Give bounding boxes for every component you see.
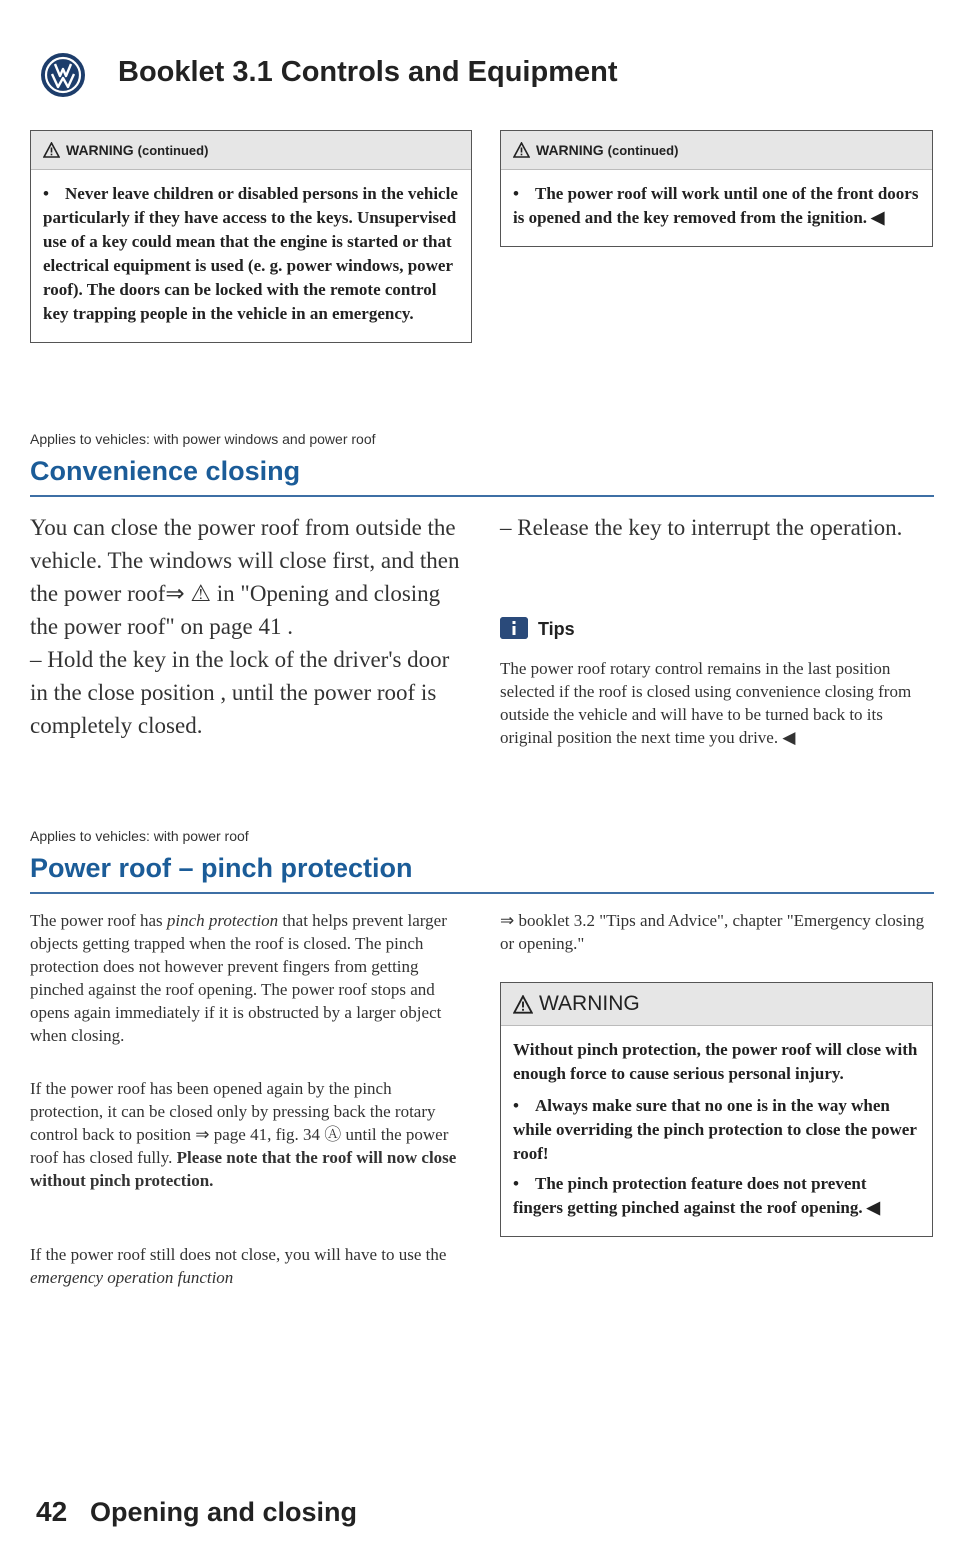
tips-label: Tips bbox=[538, 619, 575, 639]
warning-header bbox=[501, 131, 932, 170]
warning-triangle-icon bbox=[43, 142, 60, 158]
warning-header bbox=[501, 983, 932, 1026]
section-title-convenience-closing: Convenience closing bbox=[30, 456, 301, 486]
warning-body bbox=[501, 170, 932, 246]
pinch-protection-para-3 bbox=[30, 1243, 465, 1289]
warning-bullet-text: Always make sure that no one is in the way when while overriding the pinch protection to close the power roof! bbox=[513, 1096, 917, 1163]
warning-bullet: • The pinch protection feature does not prevent fingers getting pinched against the roof opening. ◀ bbox=[513, 1174, 880, 1217]
text-run: that helps prevent larger objects getting trapped when the roof is closed. The pinch protection does not however prevent fingers from getting pinched against the roof opening. The power roof stops and opens again immediately if it is obstructed by a larger object when closing. bbox=[30, 911, 447, 1045]
warning-box-continued-left bbox=[30, 130, 472, 343]
page-header-title: Booklet 3.1 Controls and Equipment bbox=[118, 56, 618, 88]
warning-bullet: • The power roof will work until one of the front doors is opened and the key removed from the ignition. ◀ bbox=[513, 184, 919, 227]
convenience-closing-intro: You can close the power roof from outside the vehicle. The windows will close first, and then the power roof⇒ ⚠ in "Opening and closing the power roof" on page 41 . bbox=[30, 515, 460, 639]
page-number: 42 bbox=[36, 1496, 68, 1527]
applies-to-note: Applies to vehicles: with power windows and power roof bbox=[30, 431, 376, 447]
pinch-protection-para-1 bbox=[30, 909, 465, 1047]
section-divider bbox=[30, 495, 934, 497]
applies-to-note: Applies to vehicles: with power roof bbox=[30, 828, 249, 844]
text-run: If the power roof still does not close, you will have to use the bbox=[30, 1245, 447, 1264]
warning-bullet: • Always make sure that no one is in the way when while overriding the pinch protection to close the power roof! bbox=[513, 1096, 917, 1163]
text-emphasis: emergency operation function bbox=[30, 1268, 234, 1287]
convenience-closing-step-release: – Release the key to interrupt the operation. bbox=[500, 515, 903, 540]
vw-logo-icon bbox=[40, 52, 86, 98]
warning-label: WARNING bbox=[66, 142, 134, 158]
warning-triangle-icon bbox=[513, 995, 533, 1014]
warning-header bbox=[31, 131, 471, 170]
warning-box-continued-right bbox=[500, 130, 933, 247]
warning-continued-label: (continued) bbox=[607, 142, 679, 158]
tips-text: The power roof rotary control remains in the last position selected if the roof is closed using convenience closing from outside the vehicle and will have to be turned back to its original position the next time you drive. ◀ bbox=[500, 659, 912, 747]
warning-intro: Without pinch protection, the power roof will close with enough force to cause serious personal injury. bbox=[513, 1040, 918, 1083]
text-strong: Please note that the roof will now close without pinch protection. bbox=[30, 1148, 457, 1190]
info-icon bbox=[500, 617, 528, 639]
warning-bullet-text: Never leave children or disabled persons in the vehicle particularly if they have access to the keys. Unsupervised use of a key could mean that the engine is started or that electrical equipment is used (e. g. power windows, power roof). The doors can be locked with the remote control key trapping people in the vehicle in an emergency. bbox=[43, 184, 458, 323]
text-emphasis: pinch protection bbox=[166, 911, 279, 930]
warning-triangle-icon bbox=[513, 142, 530, 158]
footer-section-title: Opening and closing bbox=[90, 1497, 358, 1527]
pinch-protection-para-2 bbox=[30, 1077, 465, 1192]
text-run: If the power roof has been opened again by the pinch protection, it can be closed only by pressing back the rotary control back to position ⇒ page 41, fig. 34 Ⓐ until the power roof has closed fully. bbox=[30, 1079, 449, 1167]
warning-label: WARNING bbox=[539, 992, 640, 1015]
pinch-protection-reference: ⇒ booklet 3.2 "Tips and Advice", chapter "Emergency closing or opening." bbox=[500, 911, 925, 953]
warning-body bbox=[501, 1026, 932, 1236]
warning-bullet-text: The power roof will work until one of the front doors is opened and the key removed from the ignition. ◀ bbox=[513, 184, 919, 227]
warning-label: WARNING bbox=[536, 142, 604, 158]
warning-body bbox=[31, 170, 471, 342]
section-title-pinch-protection: Power roof – pinch protection bbox=[30, 853, 413, 883]
section-divider bbox=[30, 892, 934, 894]
warning-bullet: • Never leave children or disabled persons in the vehicle particularly if they have access to the keys. Unsupervised use of a key could mean that the engine is started or that electrical equipment is used (e. g. power windows, power roof). The doors can be locked with the remote control key trapping people in the vehicle in an emergency. bbox=[43, 184, 458, 323]
warning-continued-label: (continued) bbox=[137, 142, 209, 158]
convenience-closing-step-hold: – Hold the key in the lock of the driver's door in the close position , until the power roof is completely closed. bbox=[30, 647, 450, 738]
warning-bullet-text: The pinch protection feature does not prevent fingers getting pinched against the roof opening. ◀ bbox=[513, 1174, 880, 1217]
warning-box-pinch bbox=[500, 982, 933, 1237]
text-run: The power roof has bbox=[30, 911, 167, 930]
